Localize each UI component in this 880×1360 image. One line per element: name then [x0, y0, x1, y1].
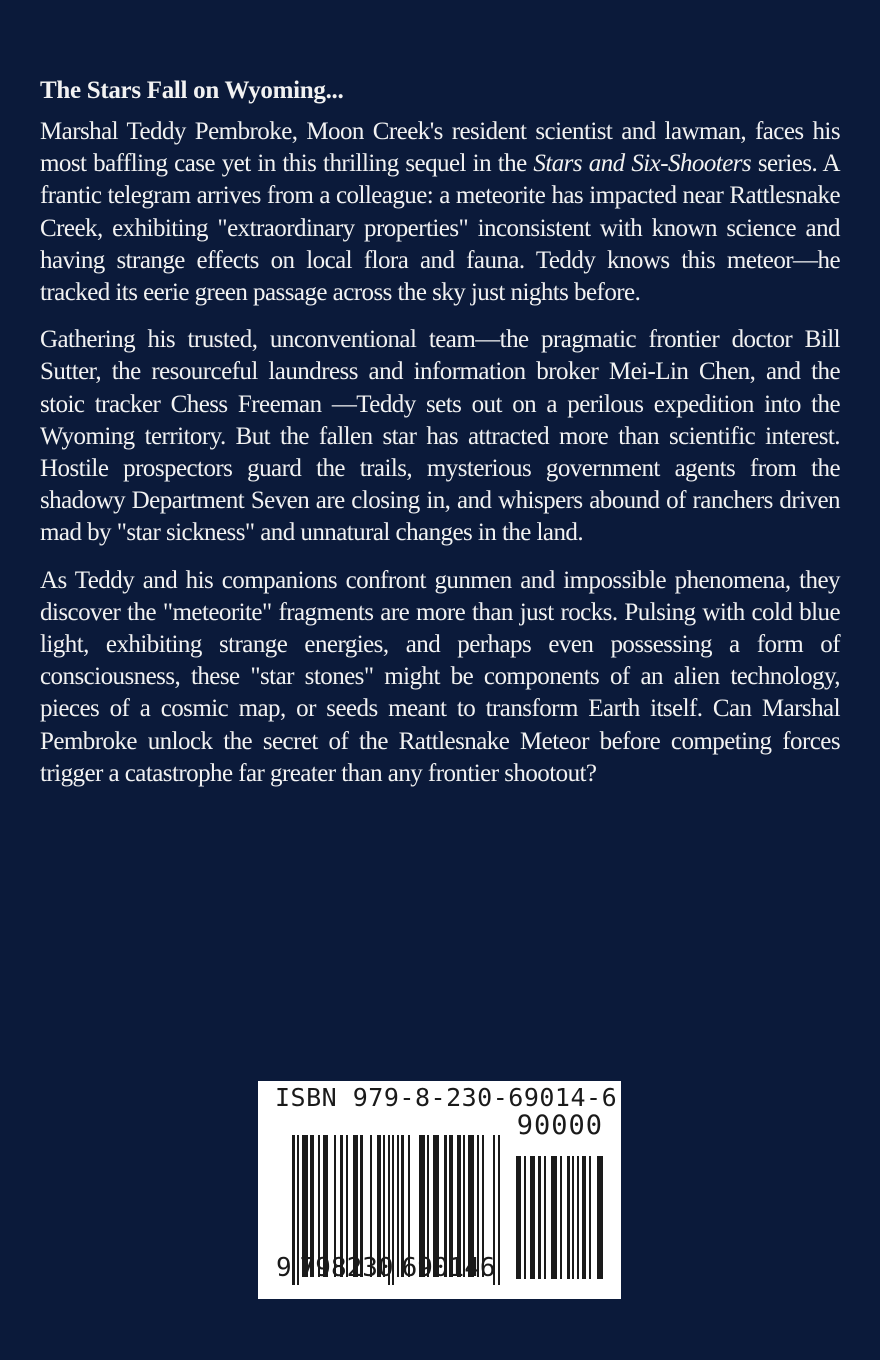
blurb-heading: The Stars Fall on Wyoming... [40, 77, 344, 104]
isbn-label: ISBN 979-8-230-69014-6 [275, 1083, 618, 1112]
ean-first-digit: 9 [276, 1253, 292, 1283]
ean-right-group: 690146 [401, 1253, 496, 1283]
blurb-paragraph-1 [40, 116, 840, 309]
blurb-paragraph-2: Gathering his trusted, unconventional team—the pragmatic frontier doctor Bill Sutter, the resourceful laundress and information broker Mei-Lin Chen, and the stoic tracker Chess Freeman —Teddy sets out on a perilous expedition into the Wyoming territory. But the fallen star has attracted more than scientific interest. Hostile prospectors guard the trails, mysterious government agents from the shadowy Department Seven are closing in, and whispers abound of ranchers driven mad by "star sickness" and unnatural changes in the land. [40, 326, 840, 547]
p1-text-end: series. A frantic telegram arrives from a colleague: a meteorite has impacted near Rattlesnake Creek, exhibiting "extraordinary properties" inconsistent with known science and having strange effects on local flora and fauna. Teddy knows this meteor—he tracked its eerie green passage across the sky just nights before. [40, 150, 841, 307]
blurb-text-block [40, 74, 840, 805]
ean-digits [276, 1253, 496, 1283]
isbn-barcode [258, 1081, 621, 1299]
blurb-paragraph-3: As Teddy and his companions confront gunmen and impossible phenomena, they discover the "meteorite" fragments are more than just rocks. Pulsing with cold blue light, exhibiting strange energies, and perhaps even possessing a form of consciousness, these "star stones" might be components of an alien technology, pieces of a cosmic map, or seeds meant to transform Earth itself. Can Marshal Pembroke unlock the secret of the Rattlesnake Meteor before competing forces trigger a catastrophe far greater than any frontier shootout? [40, 566, 840, 787]
ean-left-group: 798230 [299, 1253, 394, 1283]
p1-text-start: Marshal Teddy Pembroke, Moon Creek's resident scientist and lawman, faces his most baffling case yet in this thrilling sequel in the [40, 118, 840, 178]
price-code: 90000 [516, 1110, 603, 1141]
series-title: Stars and Six-Shooters [533, 150, 752, 178]
